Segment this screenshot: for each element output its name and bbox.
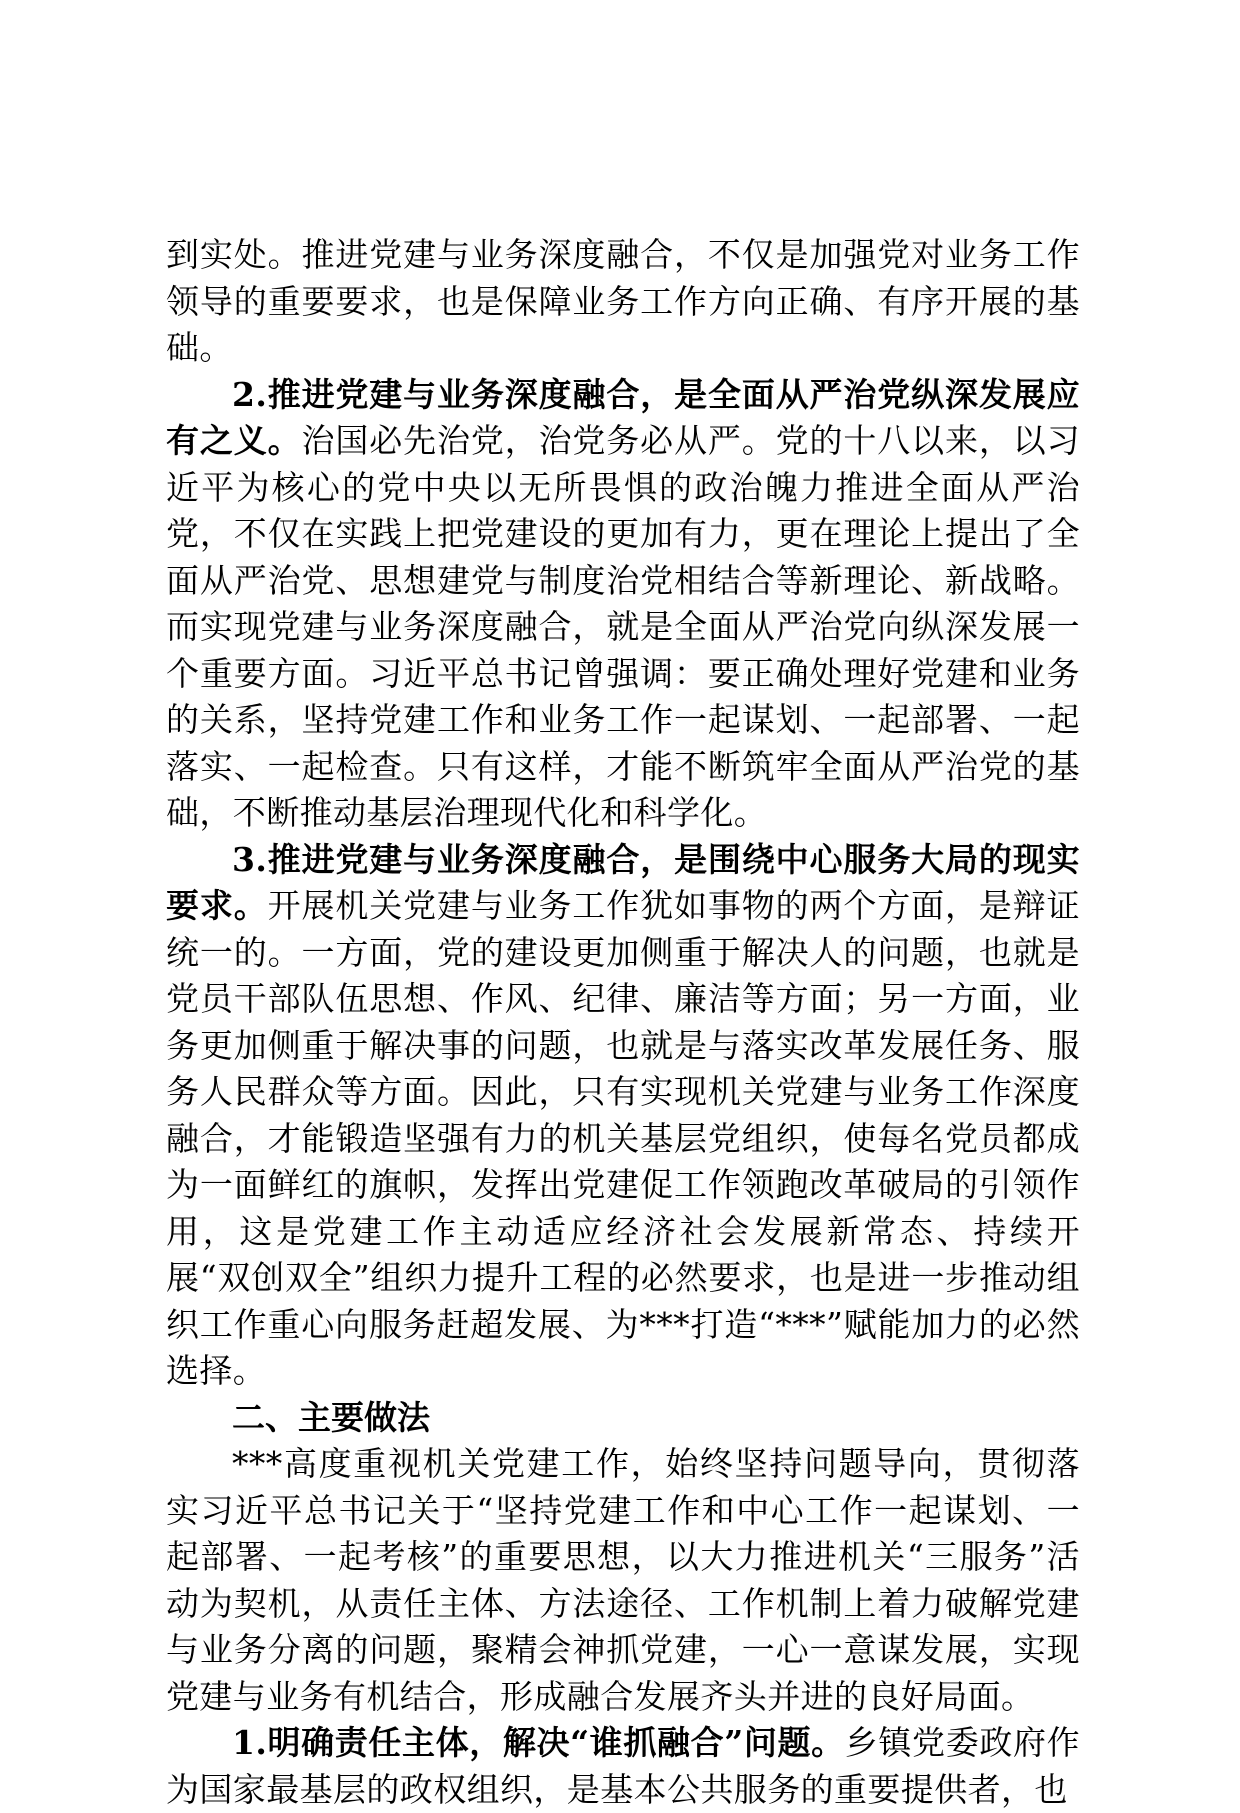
section-heading: 二、主要做法 <box>232 1397 430 1437</box>
item-2-lead: 2.推进党建与业务深度融合，是全面从严治党纵深发展应有之义。 <box>166 374 1080 460</box>
paragraph-item-2 <box>166 372 1080 837</box>
item-3-lead: 3.推进党建与业务深度融合，是围绕中心服务大局的现实要求。 <box>166 839 1080 925</box>
item-2-body: 治国必先治党，治党务必从严。党的十八以来，以习近平为核心的党中央以无所畏惧的政治魄力推进全面从严治党，不仅在实践上把党建设的更加有力，更在理论上提出了全面从严治党、思想建党与制度治党相结合等新理论、新战略。而实现党建与业务深度融合，就是全面从严治党向纵深发展一个重要方面。习近平总书记曾强调：要正确处理好党建和业务的关系，坚持党建工作和业务工作一起谋划、一起部署、一起落实、一起检查。只有这样，才能不断筑牢全面从严治党的基础，不断推动基层治理现代化和科学化。 <box>166 421 1080 832</box>
paragraph-continuation: 到实处。推进党建与业务深度融合，不仅是加强党对业务工作领导的重要要求，也是保障业务工作方向正确、有序开展的基础。 <box>166 235 1080 367</box>
sub-1-body: 乡镇党委政府作为国家最基层的政权组织，是基本公共服务的重要提供者，也 <box>166 1723 1080 1809</box>
section-intro-paragraph: ***高度重视机关党建工作，始终坚持问题导向，贯彻落实习近平总书记关于“坚持党建工作和中心工作一起谋划、一起部署、一起考核”的重要思想，以大力推进机关“三服务”活动为契机，从责任主体、方法途径、工作机制上着力破解党建与业务分离的问题，聚精会神抓党建，一心一意谋发展，实现党建与业务有机结合，形成融合发展齐头并进的良好局面。 <box>166 1444 1080 1716</box>
sub-1-lead: 1.明确责任主体，解决“谁抓融合”问题。 <box>232 1723 845 1762</box>
item-3-body: 开展机关党建与业务工作犹如事物的两个方面，是辩证统一的。一方面，党的建设更加侧重于解决人的问题，也就是党员干部队伍思想、作风、纪律、廉洁等方面；另一方面，业务更加侧重于解决事的问题，也就是与落实改革发展任务、服务人民群众等方面。因此，只有实现机关党建与业务工作深度融合，才能锻造坚强有力的机关基层党组织，使每名党员都成为一面鲜红的旗帜，发挥出党建促工作领跑改革破局的引领作用，这是党建工作主动适应经济社会发展新常态、持续开展“双创双全”组织力提升工程的必然要求，也是进一步推动组织工作重心向服务赶超发展、为***打造“***”赋能加力的必然选择。 <box>166 886 1080 1390</box>
document-page <box>166 232 1080 1813</box>
paragraph-item-3 <box>166 837 1080 1395</box>
paragraph-sub-1 <box>166 1720 1080 1813</box>
